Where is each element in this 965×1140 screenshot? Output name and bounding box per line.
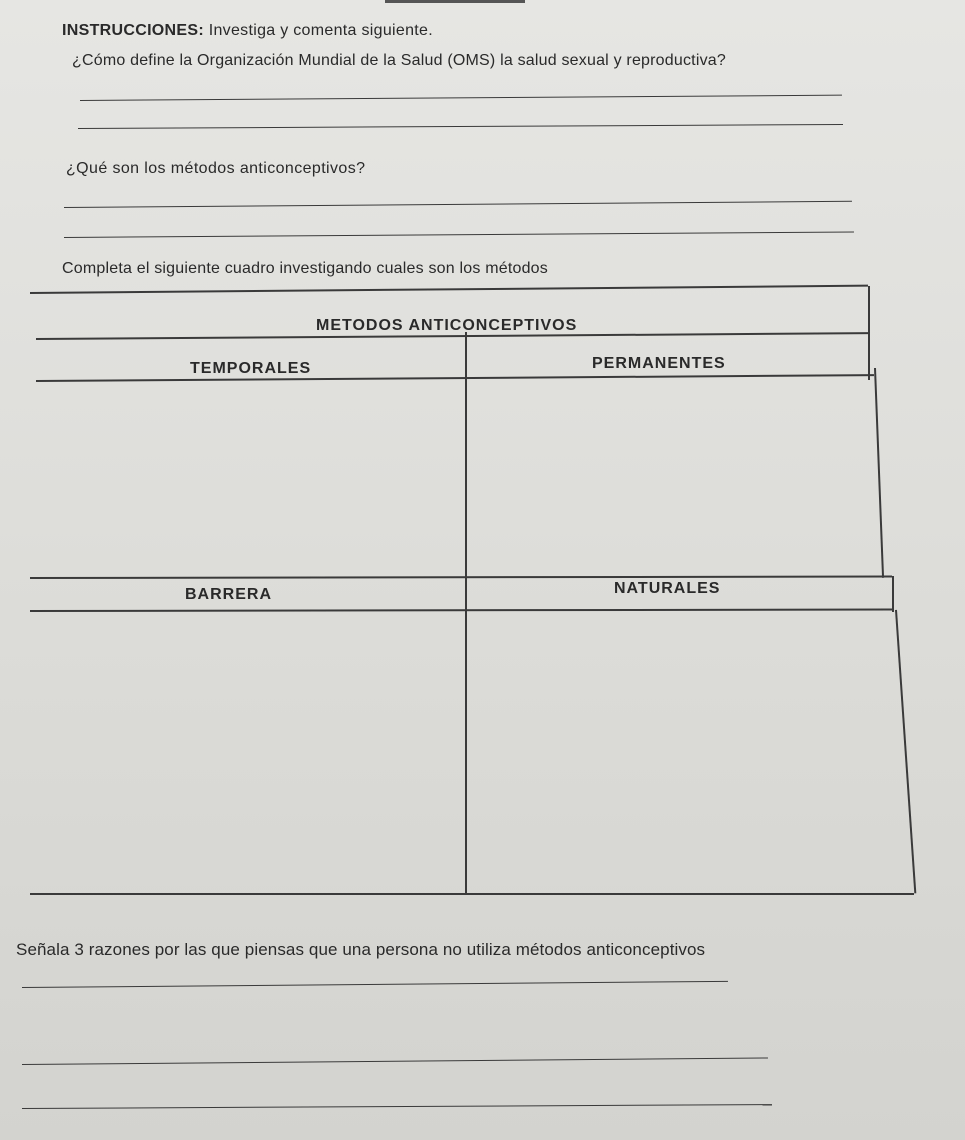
header-rule [385,0,525,3]
header-naturales: NATURALES [614,580,721,597]
question-contraceptive-methods: ¿Qué son los métodos anticonceptivos? [66,160,366,177]
answer-line-q2-1[interactable] [64,201,852,208]
table-right-border [868,286,870,380]
cell-temporales-answer[interactable] [34,382,464,576]
instructions [62,22,433,40]
cell-permanentes-answer[interactable] [467,380,871,576]
table-right-border-bottom [895,610,916,893]
answer-line-q2-2[interactable] [64,231,854,238]
answer-line-q1-1[interactable] [80,95,842,101]
table-top-border [30,285,868,294]
table-right-border-middle [874,368,884,578]
reasons-prompt: Señala 3 razones por las que piensas que una persona no utiliza métodos anticonceptivos [16,940,706,959]
header-temporales: TEMPORALES [190,360,312,377]
cell-barrera-answer[interactable] [34,612,464,892]
header-permanentes: PERMANENTES [592,355,726,372]
answer-line-q1-2[interactable] [78,124,843,129]
table-right-border-lower [892,576,894,612]
answer-line-reason-3[interactable] [22,1104,772,1109]
header-barrera: BARRERA [185,586,272,603]
instructions-text: Investiga y comenta siguiente. [203,22,433,39]
table-instruction: Completa el siguiente cuadro investigando cuales son los métodos [62,260,548,277]
table-title: METODOS ANTICONCEPTIVOS [316,317,578,334]
question-oms-definition: ¿Cómo define la Organización Mundial de la Salud (OMS) la salud sexual y reproductiva? [72,52,726,69]
table-bottom-border [30,893,914,895]
instructions-lead: INSTRUCCIONES: [62,22,204,39]
answer-line-reason-2[interactable] [22,1057,768,1065]
answer-line-reason-1[interactable] [22,981,728,988]
cell-naturales-answer[interactable] [467,612,891,892]
